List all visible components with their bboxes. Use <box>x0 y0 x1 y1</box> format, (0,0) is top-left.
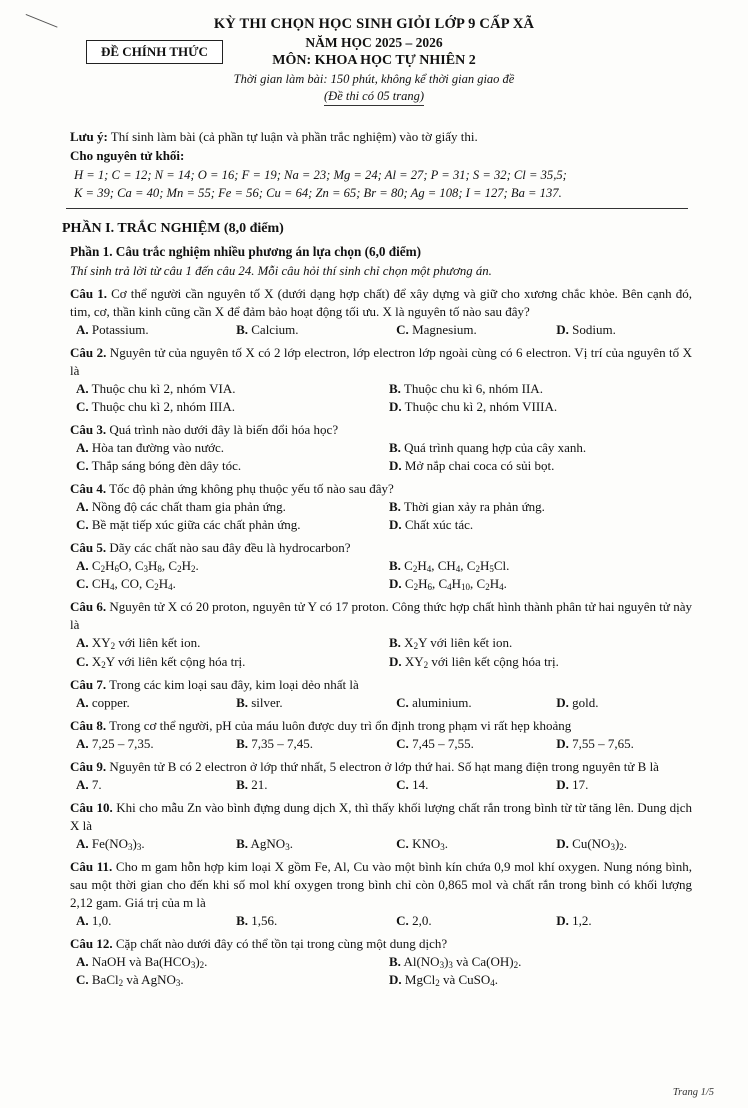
option-group <box>76 634 692 671</box>
option-label: A. <box>76 912 89 928</box>
option-label: D. <box>556 835 569 851</box>
official-exam-stamp: ĐỀ CHÍNH THỨC <box>86 40 223 64</box>
answer-option[interactable] <box>76 516 379 534</box>
question-stem <box>70 717 692 735</box>
option-label: A. <box>76 953 89 969</box>
answer-option[interactable] <box>396 321 552 339</box>
question-block <box>62 539 692 594</box>
answer-option[interactable] <box>396 776 552 794</box>
answer-option[interactable] <box>236 735 392 753</box>
note-line-1 <box>70 128 688 147</box>
option-text: gold. <box>568 694 599 710</box>
question-number: Câu 12. <box>70 935 113 951</box>
option-label: D. <box>389 653 402 669</box>
question-text: Dãy các chất nào sau đây đều là hydrocarbon? <box>106 539 351 555</box>
option-text: $Cu(NO_3)_2$. <box>568 835 628 852</box>
option-group <box>76 953 692 990</box>
answer-option[interactable] <box>389 575 692 593</box>
option-text: 14. <box>408 776 429 792</box>
answer-option[interactable] <box>389 634 692 652</box>
answer-option[interactable] <box>389 398 692 416</box>
option-label: C. <box>76 399 89 414</box>
question-block <box>62 717 692 753</box>
question-block <box>62 480 692 534</box>
answer-option[interactable] <box>396 912 552 930</box>
answer-option[interactable] <box>76 380 379 398</box>
option-text: 17. <box>568 776 589 792</box>
part-1-title: PHẦN I. TRẮC NGHIỆM (8,0 điểm) <box>62 221 284 237</box>
option-label: D. <box>389 399 402 414</box>
question-block <box>62 935 692 990</box>
answer-option[interactable] <box>236 321 392 339</box>
answer-option[interactable] <box>76 912 232 930</box>
option-text: Mở nắp chai coca có sủi bọt. <box>401 457 555 473</box>
answer-option[interactable] <box>76 735 232 753</box>
option-label: B. <box>389 635 401 651</box>
answer-option[interactable] <box>389 457 692 475</box>
question-number: Câu 4. <box>70 480 107 496</box>
option-group <box>76 735 692 753</box>
question-number: Câu 6. <box>70 599 107 615</box>
option-label: B. <box>236 912 248 928</box>
note-text: Thí sinh làm bài (cả phần tự luận và phần trắc nghiệm) vào tờ giấy thi. <box>107 129 478 144</box>
option-text: Chất xúc tác. <box>401 516 474 532</box>
option-text: NaOH và $Ba(HCO_3)_2$. <box>88 953 208 970</box>
answer-option[interactable] <box>76 321 232 339</box>
option-text: Thuộc chu kì 2, nhóm VIIIA. <box>401 399 558 414</box>
option-label: C. <box>396 912 409 928</box>
answer-option[interactable] <box>236 694 392 712</box>
question-number: Câu 5. <box>70 539 107 555</box>
page-count-note: (Đề thi có 05 trang) <box>324 89 424 106</box>
option-label: C. <box>76 516 89 532</box>
option-label: D. <box>556 912 569 928</box>
question-block <box>62 285 692 339</box>
option-text: aluminium. <box>408 694 472 710</box>
atomic-masses-row-2: K = 39; Ca = 40; Mn = 55; Fe = 56; Cu = 64; Zn = 65; Br = 80; Ag = 108; I = 127; Ba = 137. <box>74 185 562 200</box>
question-number: Câu 8. <box>70 717 107 733</box>
answer-option[interactable] <box>396 735 552 753</box>
answer-option[interactable] <box>76 498 379 516</box>
option-text: $XY_2$ với liên kết cộng hóa trị. <box>401 653 559 670</box>
option-label: D. <box>389 575 402 591</box>
answer-option[interactable] <box>76 694 232 712</box>
option-label: C. <box>76 972 89 987</box>
question-stem <box>70 799 692 835</box>
option-label: B. <box>389 439 401 455</box>
question-number: Câu 11. <box>70 858 113 874</box>
answer-option[interactable] <box>396 835 552 853</box>
question-text: Nguyên tử B có 2 electron ở lớp thứ nhất, 5 electron ở lớp thứ hai. Số hạt mang điện trong nguyên tử B là <box>106 758 659 774</box>
answer-option[interactable] <box>76 457 379 475</box>
option-text: 1,2. <box>568 912 592 928</box>
answer-option[interactable] <box>389 971 692 989</box>
question-number: Câu 10. <box>70 799 113 815</box>
option-text: Calcium. <box>248 322 299 338</box>
answer-option[interactable] <box>76 971 379 989</box>
answer-option[interactable] <box>76 634 379 652</box>
option-group <box>76 557 692 594</box>
answer-option[interactable] <box>236 776 392 794</box>
option-text: $X_2Y$ với liên kết ion. <box>400 635 513 652</box>
question-text: Khi cho mẫu Zn vào bình đựng dung dịch X, thì thấy khối lượng chất rắn trong bình từ từ tăng lên. Dung dịch X là <box>70 799 692 833</box>
notes-block <box>70 128 688 202</box>
atomic-masses-row-1: H = 1; C = 12; N = 14; O = 16; F = 19; Na = 23; Mg = 24; Al = 27; P = 31; S = 32; Cl = 35,5; <box>74 167 567 182</box>
option-text: $C_2H_6$, $C_4H_{10}$, $C_2H_4$. <box>401 575 507 592</box>
question-stem <box>70 858 692 912</box>
question-number: Câu 3. <box>70 421 107 437</box>
answer-option[interactable] <box>396 694 552 712</box>
answer-option[interactable] <box>76 776 232 794</box>
option-label: A. <box>76 735 89 751</box>
option-label: A. <box>76 694 89 710</box>
question-text: Nguyên tử của nguyên tố X có 2 lớp electron, lớp electron lớp ngoài cùng có 6 electron. Vị trí của nguyên tố X là <box>70 345 692 379</box>
option-text: 7,35 – 7,45. <box>248 735 313 751</box>
answer-option[interactable] <box>76 398 379 416</box>
answer-option[interactable] <box>76 439 379 457</box>
option-label: A. <box>76 439 89 455</box>
option-label: A. <box>76 322 89 338</box>
option-group <box>76 498 692 534</box>
corner-pen-mark <box>26 14 66 40</box>
header-divider <box>66 208 688 209</box>
option-group <box>76 776 692 794</box>
subject-line: MÔN: KHOA HỌC TỰ NHIÊN 2 <box>272 53 476 68</box>
question-stem <box>70 421 692 439</box>
answer-option[interactable] <box>236 835 392 853</box>
question-block <box>62 598 692 671</box>
answer-option[interactable] <box>76 835 232 853</box>
option-text: $C_2H_4$, $CH_4$, $C_2H_5Cl$. <box>400 557 510 574</box>
option-text: Nồng độ các chất tham gia phản ứng. <box>88 498 286 514</box>
option-text: 7. <box>88 776 102 792</box>
option-group <box>76 439 692 475</box>
option-text: Potassium. <box>88 322 149 338</box>
time-allowed: Thời gian làm bài: 150 phút, không kể thời gian giao đề <box>233 72 515 86</box>
question-stem <box>70 344 692 380</box>
question-text: Cặp chất nào dưới đây có thể tồn tại trong cùng một dung dịch? <box>112 935 448 951</box>
answer-option[interactable] <box>236 912 392 930</box>
option-text: Bề mặt tiếp xúc giữa các chất phản ứng. <box>88 516 301 532</box>
option-text: BaCl$_2$ và AgNO$_3$. <box>88 972 184 988</box>
option-text: Thuộc chu kì 2, nhóm IIIA. <box>88 399 235 414</box>
option-label: D. <box>389 516 402 532</box>
option-text: 7,25 – 7,35. <box>88 735 154 751</box>
answer-option[interactable] <box>389 653 692 671</box>
option-label: C. <box>76 575 89 591</box>
option-label: C. <box>396 694 409 710</box>
section-1-instruction: Thí sinh trả lời từ câu 1 đến câu 24. Mỗi câu hỏi thí sinh chỉ chọn một phương án. <box>70 263 492 278</box>
option-text: $XY_2$ với liên kết ion. <box>88 635 201 652</box>
exam-title: KỲ THI CHỌN HỌC SINH GIỎI LỚP 9 CẤP XÃ <box>213 16 535 32</box>
option-text: Thắp sáng bóng đèn dây tóc. <box>88 457 242 473</box>
question-block <box>62 344 692 416</box>
question-block <box>62 799 692 853</box>
option-label: B. <box>236 694 248 710</box>
option-text: 1,56. <box>248 912 278 928</box>
answer-option[interactable] <box>76 575 379 593</box>
option-label: C. <box>396 735 409 751</box>
option-label: C. <box>76 653 89 669</box>
option-text: copper. <box>88 694 130 710</box>
page-footer: Trang 1/5 <box>672 1087 714 1098</box>
option-text: Thuộc chu kì 6, nhóm IIA. <box>400 381 543 397</box>
option-text: $Fe(NO_3)_3$. <box>88 835 145 852</box>
option-label: B. <box>236 735 248 751</box>
question-block <box>62 421 692 475</box>
answer-option[interactable] <box>76 953 379 971</box>
question-block <box>62 858 692 930</box>
atomic-masses-label: Cho nguyên tử khối: <box>70 147 185 163</box>
question-stem <box>70 758 692 776</box>
option-group <box>76 912 692 930</box>
option-text: Thời gian xảy ra phản ứng. <box>400 498 545 514</box>
option-text: 1,0. <box>88 912 112 928</box>
option-text: Thuộc chu kì 2, nhóm VIA. <box>88 381 236 397</box>
question-text: Cơ thể người cần nguyên tố X (dưới dạng hợp chất) để xây dựng và giữ cho xương chắc khỏe. Bên cạnh đó, tim, cơ, thần kinh cũng cần X để đảm bảo hoạt động tối ưu. X là nguyên tố nào sau đây? <box>70 286 692 320</box>
question-block <box>62 676 692 712</box>
option-label: C. <box>396 776 409 792</box>
option-group <box>76 380 692 416</box>
option-label: B. <box>236 322 248 338</box>
option-label: C. <box>396 835 409 851</box>
answer-option[interactable] <box>389 516 692 534</box>
answer-option[interactable] <box>76 653 379 671</box>
note-label: Lưu ý: <box>70 129 108 144</box>
answer-option[interactable] <box>556 735 692 753</box>
question-stem <box>70 935 692 953</box>
section-1-title: Phần 1. Câu trắc nghiệm nhiều phương án lựa chọn (6,0 điểm) <box>70 243 422 259</box>
question-number: Câu 1. <box>70 286 107 302</box>
question-block <box>62 758 692 794</box>
question-text: Quá trình nào dưới đây là biến đổi hóa học? <box>106 421 339 437</box>
option-label: B. <box>389 557 401 573</box>
option-label: D. <box>556 776 569 792</box>
answer-option[interactable] <box>556 776 692 794</box>
option-label: B. <box>389 381 401 397</box>
question-list <box>62 285 692 989</box>
option-text: 7,45 – 7,55. <box>408 735 474 751</box>
question-number: Câu 7. <box>70 677 107 692</box>
answer-option[interactable] <box>389 498 692 516</box>
answer-option[interactable] <box>389 953 692 971</box>
option-label: A. <box>76 835 89 851</box>
answer-option[interactable] <box>389 380 692 398</box>
option-label: C. <box>76 457 89 473</box>
option-group <box>76 835 692 853</box>
question-stem <box>70 539 692 557</box>
option-label: C. <box>396 322 409 338</box>
option-label: B. <box>236 776 248 792</box>
option-label: D. <box>556 735 569 751</box>
option-text: silver. <box>248 694 283 710</box>
option-text: Sodium. <box>568 322 616 338</box>
option-label: D. <box>389 457 402 473</box>
option-text: AgNO$_3$. <box>248 835 293 852</box>
option-label: D. <box>389 972 402 987</box>
question-text: Nguyên tử X có 20 proton, nguyên tử Y có 17 proton. Công thức hợp chất hình thành phân tử hai nguyên tử này là <box>70 599 692 633</box>
answer-option[interactable] <box>76 557 379 575</box>
option-text: 2,0. <box>408 912 432 928</box>
question-text: Cho m gam hỗn hợp kim loại X gồm Fe, Al, Cu vào một bình kín chứa 0,9 mol khí oxygen. Nung nóng bình, sau một thời gian cho đến khi số mol khí oxygen trong bình chỉ còn 0,865 mol và chất rắn trong bình có khối lượng 2,12 gam. Giá trị của m là <box>70 858 692 910</box>
question-text: Tốc độ phản ứng không phụ thuộc yếu tố nào sau đây? <box>106 480 394 496</box>
answer-option[interactable] <box>389 439 692 457</box>
question-text: Trong các kim loại sau đây, kim loại dẻo nhất là <box>106 677 359 692</box>
question-stem <box>70 598 692 634</box>
question-stem <box>70 285 692 321</box>
answer-option[interactable] <box>556 835 692 853</box>
answer-option[interactable] <box>389 557 692 575</box>
question-stem <box>70 676 692 694</box>
option-label: A. <box>76 498 89 514</box>
option-label: A. <box>76 776 89 792</box>
option-text: $Al(NO_3)_3$ và $Ca(OH)_2$. <box>400 953 522 970</box>
option-group <box>76 321 692 339</box>
option-text: $X_2Y$ với liên kết cộng hóa trị. <box>88 653 246 670</box>
option-text: Hòa tan đường vào nước. <box>88 439 225 455</box>
school-year: NĂM HỌC 2025 – 2026 <box>305 35 443 50</box>
option-group <box>76 694 692 712</box>
option-label: B. <box>389 953 401 969</box>
exam-body <box>62 219 692 989</box>
option-label: B. <box>389 498 401 514</box>
option-text: MgCl$_2$ và CuSO$_4$. <box>401 972 499 988</box>
option-text: 21. <box>248 776 268 792</box>
option-label: B. <box>236 835 248 851</box>
question-stem <box>70 480 692 498</box>
option-text: $CH_4$, CO, $C_2H_4$. <box>88 575 176 592</box>
option-label: D. <box>556 322 569 338</box>
option-text: 7,55 – 7,65. <box>568 735 634 751</box>
option-label: D. <box>556 694 569 710</box>
option-text: Magnesium. <box>408 322 477 338</box>
question-number: Câu 9. <box>70 758 107 774</box>
option-text: $C_2H_6O$, $C_3H_8$, $C_2H_2$. <box>88 557 199 574</box>
question-text: Trong cơ thể người, pH của máu luôn được duy trì ổn định trong phạm vi rất hẹp khoảng <box>106 717 572 733</box>
answer-option[interactable] <box>556 694 692 712</box>
question-number: Câu 2. <box>70 345 107 361</box>
option-label: A. <box>76 557 89 573</box>
option-label: A. <box>76 381 89 397</box>
answer-option[interactable] <box>556 321 692 339</box>
option-text: Quá trình quang hợp của cây xanh. <box>400 439 587 455</box>
option-text: $KNO_3$. <box>408 835 448 852</box>
answer-option[interactable] <box>556 912 692 930</box>
option-label: A. <box>76 635 89 651</box>
